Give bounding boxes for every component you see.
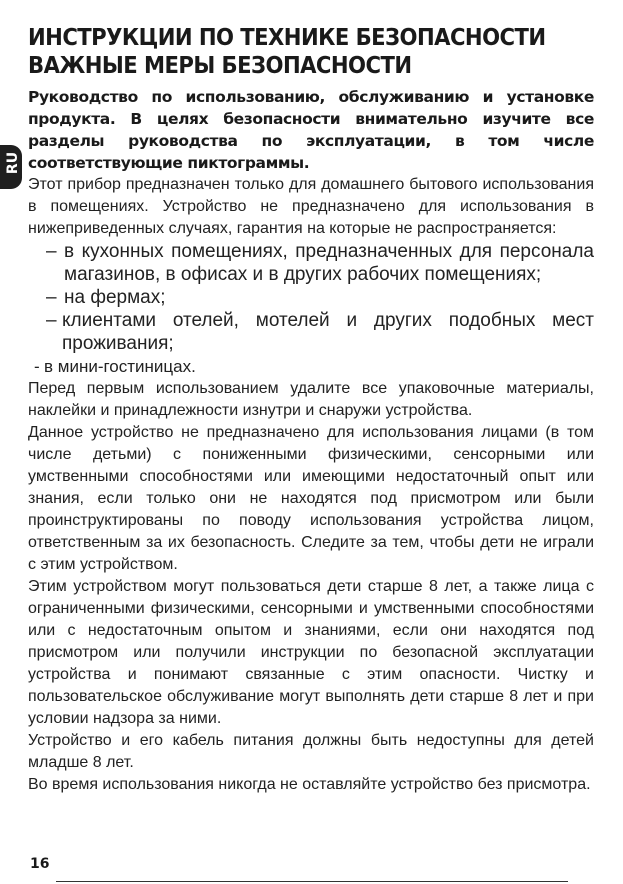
list-item: – в кухонных помещениях, предназначенных для персонала магазинов, в офисах и в других рабочих помещениях; bbox=[46, 241, 594, 285]
intro-paragraph: Этот прибор предназначен только для домашнего бытового использования в помещениях. Устройство не предназначено для использования в нижеприведенных случаях, гарантия на которые не распространяется: bbox=[28, 176, 594, 237]
list-item: – на фермах; bbox=[46, 287, 166, 308]
body-paragraph: Устройство и его кабель питания должны быть недоступны для детей младше 8 лет. bbox=[28, 732, 594, 771]
page-title bbox=[28, 24, 549, 80]
body-paragraph: Этим устройством могут пользоваться дети старше 8 лет, а также лица с ограниченными физическими, сенсорными и умственными способностями или с недостаточным опытом и знаниями, если они находятся под присмотром или получили инструкции по безопасной эксплуатации устройства и понимают связанные с этим опасности. Чистку и пользовательское обслуживание могут выполнять дети старше 8 лет и при условии надзора за ними. bbox=[28, 578, 594, 727]
body-paragraph: Перед первым использованием удалите все упаковочные материалы, наклейки и принадлежности изнутри и снаружи устройства. bbox=[28, 380, 594, 419]
document-page bbox=[28, 24, 594, 796]
footer-divider bbox=[56, 881, 568, 882]
language-tab-label: RU bbox=[5, 151, 22, 175]
title-line-1: ИНСТРУКЦИИ ПО ТЕХНИКЕ БЕЗОПАСНОСТИ bbox=[28, 25, 546, 51]
page-number: 16 bbox=[30, 856, 50, 872]
list-item: - в мини-гостиницах. bbox=[34, 357, 196, 376]
body-paragraph: Во время использования никогда не оставляйте устройство без присмотра. bbox=[28, 776, 591, 793]
exceptions-list bbox=[28, 240, 594, 378]
lead-paragraph: Руководство по использованию, обслуживанию и установке продукта. В целях безопасности внимательно изучите все разделы руководства по эксплуатации, в том числе соответствующие пиктограммы. bbox=[28, 88, 594, 172]
body-paragraph: Данное устройство не предназначено для использования лицами (в том числе детьми) с пониженными физическими, сенсорными или умственными способностями или имеющими недостаточный опыт или знания, если только они не находятся под присмотром или были проинструктированы по поводу использования устройства лицом, ответственным за их безопасность. Следите за тем, чтобы дети не играли с этим устройством. bbox=[28, 424, 594, 573]
list-item: – клиентами отелей, мотелей и других подобных мест проживания; bbox=[46, 310, 594, 354]
title-line-2: ВАЖНЫЕ МЕРЫ БЕЗОПАСНОСТИ bbox=[28, 53, 412, 79]
language-tab bbox=[0, 145, 22, 189]
